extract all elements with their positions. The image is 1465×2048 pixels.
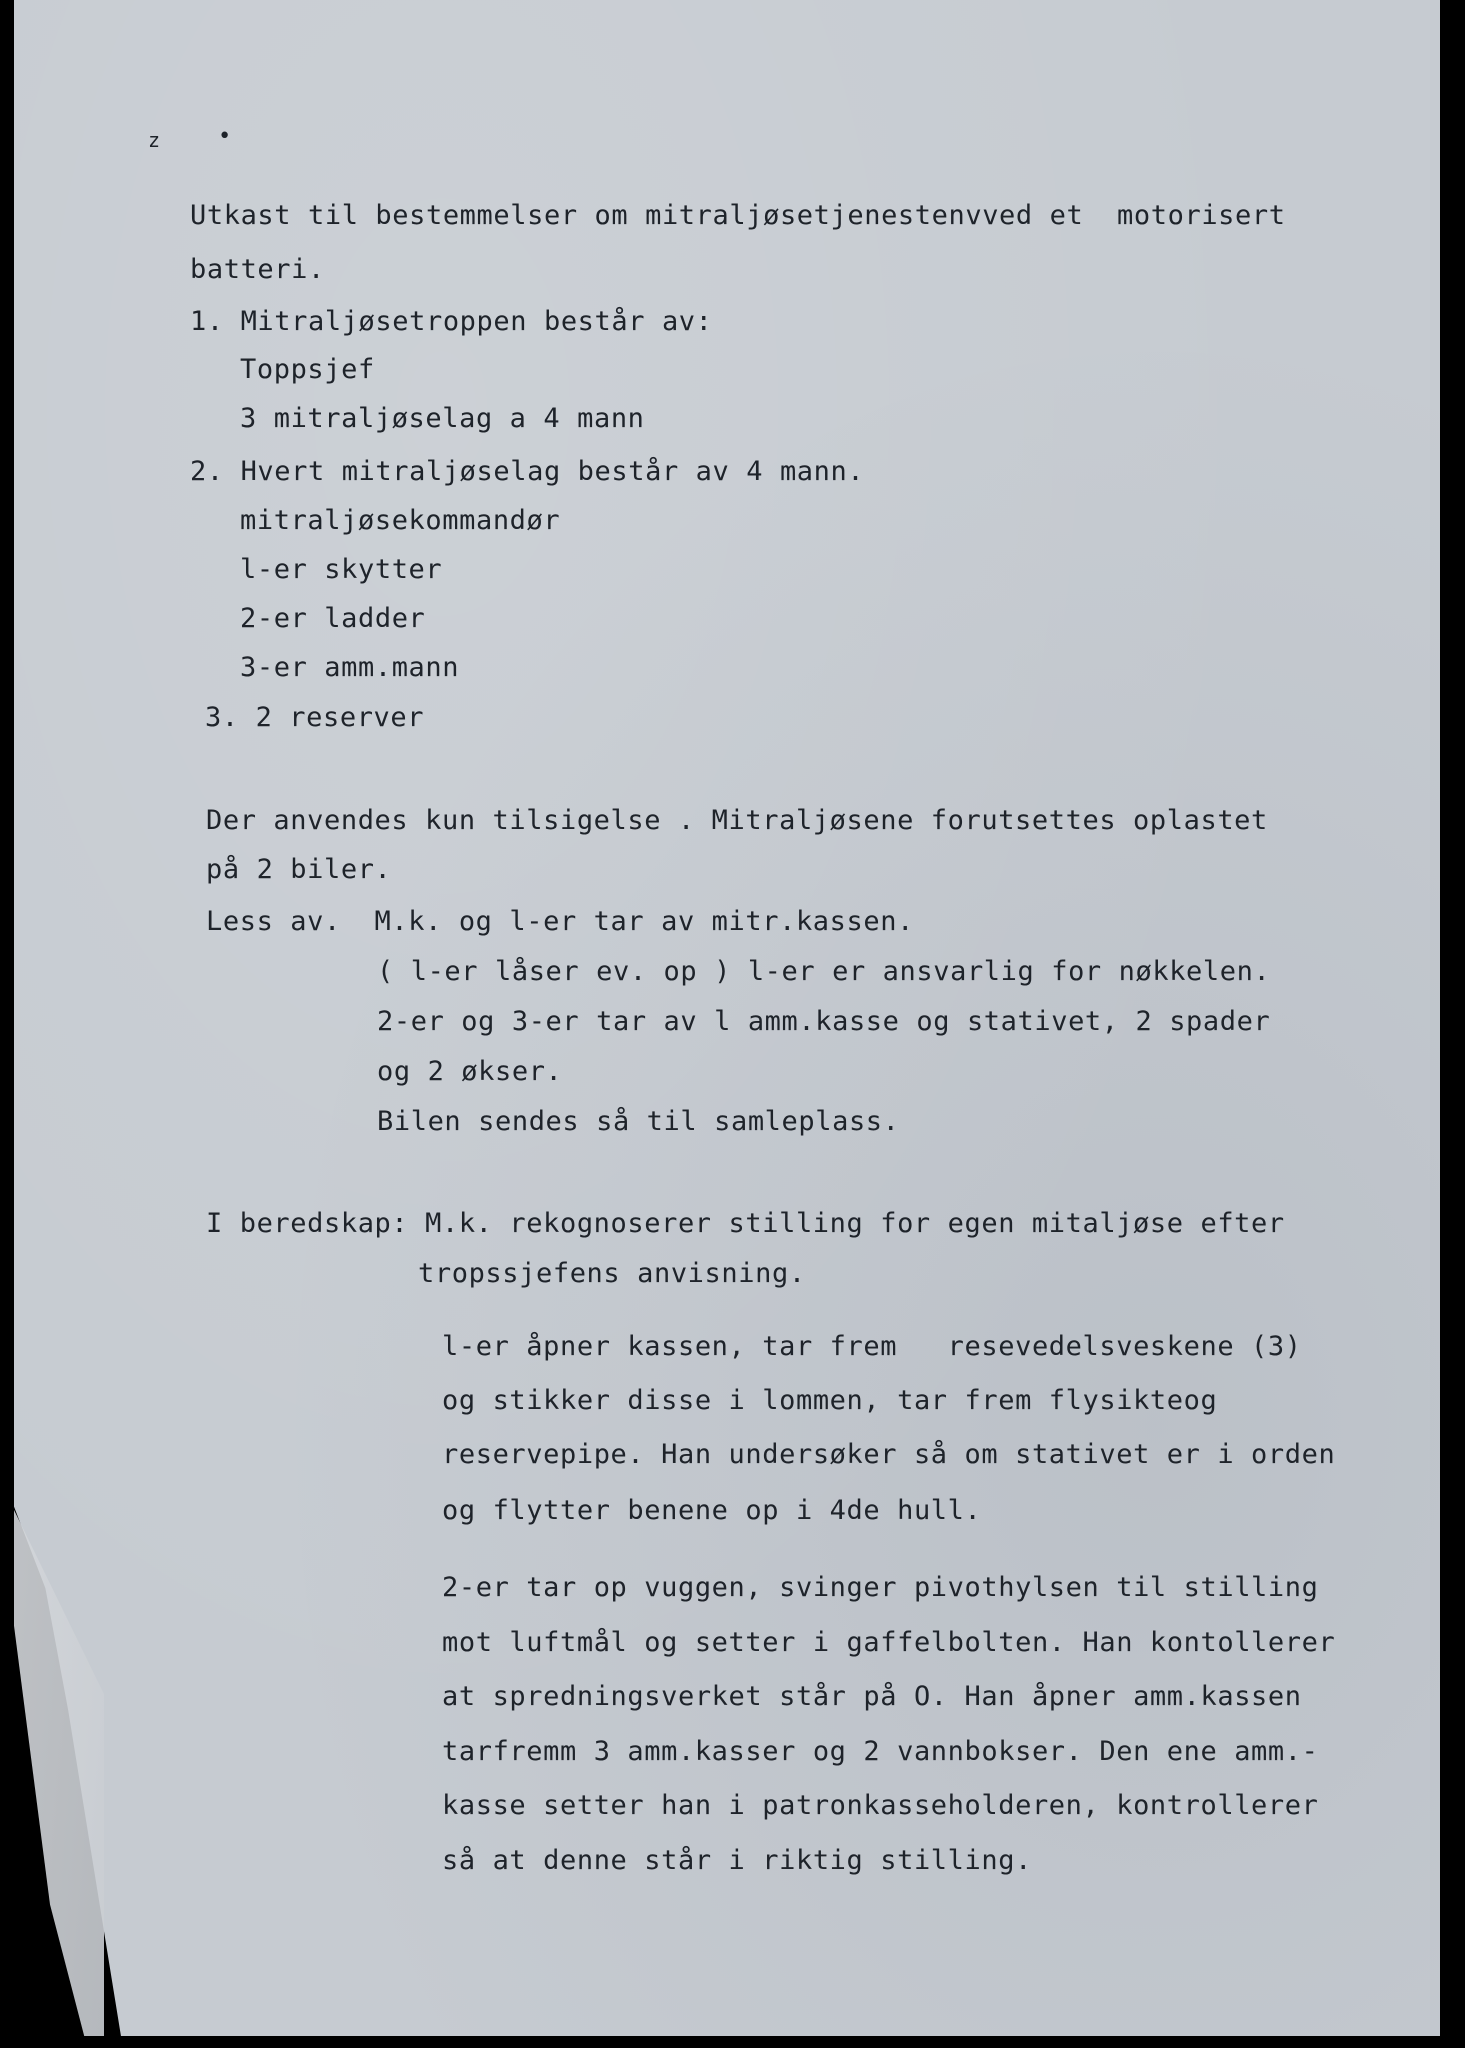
document-title-line-2: batteri. xyxy=(190,254,325,285)
less-av-line-2: ( l-er låser ev. op ) l-er er ansvarlig for nøkkelen. xyxy=(377,956,1271,987)
section-1-item-2: 3 mitraljøselag a 4 mann xyxy=(240,403,645,434)
paragraph-3-line-4: tarfremm 3 amm.kasser og 2 vannbokser. Den ene amm.- xyxy=(442,1736,1319,1767)
less-av-line-4: og 2 økser. xyxy=(377,1056,563,1087)
beredskap-line-2: tropssjefens anvisning. xyxy=(418,1258,806,1289)
section-2-item-2: l-er skytter xyxy=(240,554,443,585)
margin-mark-1: z xyxy=(148,128,161,152)
paragraph-3-line-2: mot luftmål og setter i gaffelbolten. Han kontollerer xyxy=(442,1627,1336,1658)
section-1-heading: 1. Mitraljøsetroppen består av: xyxy=(190,306,713,337)
document-title-line-1: Utkast til bestemmelser om mitraljøsetjenestenvved et motorisert xyxy=(190,200,1286,231)
section-2-item-4: 3-er amm.mann xyxy=(240,652,460,683)
less-av-line-3: 2-er og 3-er tar av l amm.kasse og stativet, 2 spader xyxy=(377,1006,1271,1037)
paragraph-2-line-1: l-er åpner kassen, tar frem resevedelsveskene (3) xyxy=(442,1331,1302,1362)
less-av-line-5: Bilen sendes så til samleplass. xyxy=(377,1106,900,1137)
paragraph-1-line-2: på 2 biler. xyxy=(206,854,392,885)
margin-mark-2: • xyxy=(218,124,232,149)
less-av-line-1: Less av. M.k. og l-er tar av mitr.kassen. xyxy=(206,906,914,937)
section-2-item-3: 2-er ladder xyxy=(240,603,426,634)
paragraph-1-line-1: Der anvendes kun tilsigelse . Mitraljøsene forutsettes oplastet xyxy=(206,805,1268,836)
paragraph-3-line-5: kasse setter han i patronkasseholderen, kontrollerer xyxy=(442,1790,1319,1821)
section-1-item-1: Toppsjef xyxy=(240,354,375,385)
section-2-heading: 2. Hvert mitraljøselag består av 4 mann. xyxy=(190,456,865,487)
paragraph-3-line-6: så at denne står i riktig stilling. xyxy=(442,1845,1032,1876)
paragraph-2-line-4: og flytter benene op i 4de hull. xyxy=(442,1495,982,1526)
paragraph-3-line-1: 2-er tar op vuggen, svinger pivothylsen til stilling xyxy=(442,1572,1319,1603)
section-3-heading: 3. 2 reserver xyxy=(205,702,425,733)
paragraph-2-line-2: og stikker disse i lommen, tar frem flysikteog xyxy=(442,1385,1218,1416)
paragraph-3-line-3: at spredningsverket står på O. Han åpner amm.kassen xyxy=(442,1681,1302,1712)
beredskap-line-1: I beredskap: M.k. rekognoserer stilling for egen mitaljøse efter xyxy=(206,1208,1285,1239)
paragraph-2-line-3: reservepipe. Han undersøker så om stativet er i orden xyxy=(442,1439,1336,1470)
section-2-item-1: mitraljøsekommandør xyxy=(240,505,561,536)
